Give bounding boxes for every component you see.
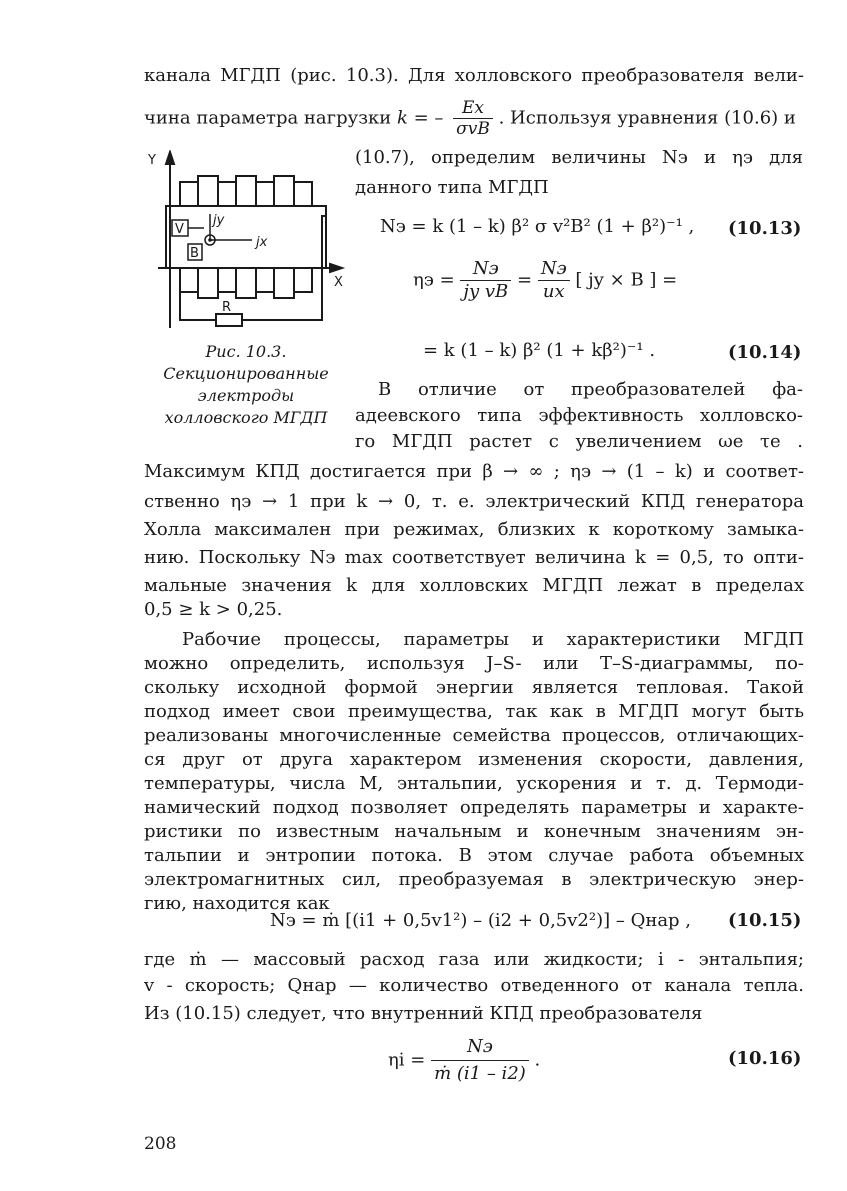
text-line: Максимум КПД достигается при β → ∞ ; ηэ → (1 – k) и соответ- [144, 461, 804, 482]
text-line: (10.7), определим величины Nэ и ηэ для [355, 147, 803, 168]
fraction-denominator: σvB [456, 119, 490, 139]
text-line: ся друг от друга характером изменения скорости, давления, [144, 749, 804, 770]
text-line: ственно ηэ → 1 при k → 0, т. е. электрический КПД генератора [144, 491, 804, 512]
figure-caption-line: Секционированные [163, 364, 329, 383]
eq-lhs: ηэ = [413, 269, 455, 291]
text-line: В отличие от преобразователей фа- [378, 379, 803, 400]
text-line: Из (10.15) следует, что внутренний КПД преобразователя [144, 1003, 703, 1024]
eq-fraction [538, 258, 570, 303]
text-line: подход имеет свои преимущества, так как в МГДП могут быть [144, 701, 804, 722]
eq-rhs: [ jy × B ] = [575, 269, 678, 291]
text-line: го МГДП растет с увеличением ωe τe . [355, 431, 803, 452]
text-line: гию, находится как [144, 893, 330, 914]
equation-number: (10.15) [728, 910, 802, 931]
text-fragment: . Используя уравнения (10.6) и [498, 107, 796, 129]
hall-mhd-figure [140, 150, 350, 340]
text-line: мальные значения k для холловских МГДП лежат в пределах [144, 575, 804, 596]
text-line: адеевского типа эффективность холловско- [355, 405, 803, 426]
top-connectors [198, 176, 294, 182]
jy-label: jy [213, 213, 225, 228]
r-label: R [222, 300, 232, 315]
bottom-connectors [198, 292, 294, 298]
k-expression: k = – [396, 107, 444, 129]
text-line: канала МГДП (рис. 10.3). Для холловского преобразователя вели- [144, 65, 804, 86]
text-fragment: чина параметра нагрузки [144, 107, 397, 129]
eq-lhs: ηi = [388, 1049, 426, 1071]
equation-number: (10.13) [728, 218, 802, 239]
b-label: B [190, 246, 199, 261]
k-fraction [453, 98, 493, 139]
text-line: намический подход позволяет определять параметры и характе- [144, 797, 804, 818]
y-axis-arrow [166, 152, 174, 164]
text-line: скольку исходной формой энергии является тепловая. Такой [144, 677, 804, 698]
fraction-numerator: Nэ [460, 258, 511, 281]
fraction-denominator: ux [542, 281, 565, 302]
eq-fraction [460, 258, 511, 303]
fraction-numerator: Nэ [431, 1034, 529, 1061]
equals-sign: = [517, 269, 533, 291]
resistor [216, 314, 242, 326]
equation-10-15: Nэ = ṁ [(i1 + 0,5v1²) – (i2 + 0,5v2²)] – Qнар , [270, 910, 692, 931]
period: . [534, 1049, 541, 1071]
bottom-electrodes [180, 268, 312, 292]
v-label: V [175, 222, 184, 237]
text-line: температуры, числа М, энтальпии, ускорения и т. д. Термоди- [144, 773, 804, 794]
top-electrodes [180, 182, 312, 206]
fraction-denominator: jy vB [463, 281, 509, 302]
figure-caption-line: электроды [197, 386, 295, 405]
text-line: где ṁ — массовый расход газа или жидкости; i - энтальпия; [144, 949, 804, 970]
text-line: ристики по известным начальным и конечным значениям эн- [144, 821, 804, 842]
fraction-denominator: ṁ (i1 – i2) [434, 1063, 526, 1084]
text-line-with-fraction [144, 98, 804, 142]
y-axis-label: Y [148, 153, 156, 168]
equation-10-16 [388, 1034, 540, 1094]
text-line: электромагнитных сил, преобразуемая в электрическую энер- [144, 869, 804, 890]
fraction-numerator: Nэ [538, 258, 570, 281]
text-line: реализованы многочисленные семейства процессов, отличающих- [144, 725, 804, 746]
fraction-numerator: Ex [453, 98, 493, 119]
equation-number: (10.16) [728, 1048, 802, 1069]
text-line: нию. Поскольку Nэ max соответствует величина k = 0,5, то опти- [144, 547, 804, 568]
equation-10-14-part2: = k (1 – k) β² (1 + kβ²)⁻¹ . [423, 340, 656, 361]
equation-10-13: Nэ = k (1 – k) β² σ v²B² (1 + β²)⁻¹ , [380, 216, 695, 237]
page-number: 208 [144, 1134, 177, 1154]
eq-fraction [431, 1034, 529, 1087]
figure-caption-line: холловского МГДП [164, 408, 328, 427]
equation-10-14-part1 [413, 258, 677, 310]
x-axis-label: X [334, 275, 343, 290]
x-axis-arrow [330, 264, 342, 272]
text-line: Холла максимален при режимах, близких к короткому замыка- [144, 519, 804, 540]
text-line: можно определить, используя J–S- или T–S-диаграммы, по- [144, 653, 804, 674]
text-line: данного типа МГДП [355, 177, 549, 198]
jx-label: jx [256, 235, 268, 250]
text-line: 0,5 ≥ k > 0,25. [144, 599, 283, 620]
text-line: тальпии и энтропии потока. В этом случае работа объемных [144, 845, 804, 866]
text-line: Рабочие процессы, параметры и характеристики МГДП [182, 629, 804, 650]
figure-caption-number: Рис. 10.3. [205, 342, 287, 361]
text-line: v - скорость; Qнар — количество отведенного от канала тепла. [144, 975, 804, 996]
equation-number: (10.14) [728, 342, 802, 363]
